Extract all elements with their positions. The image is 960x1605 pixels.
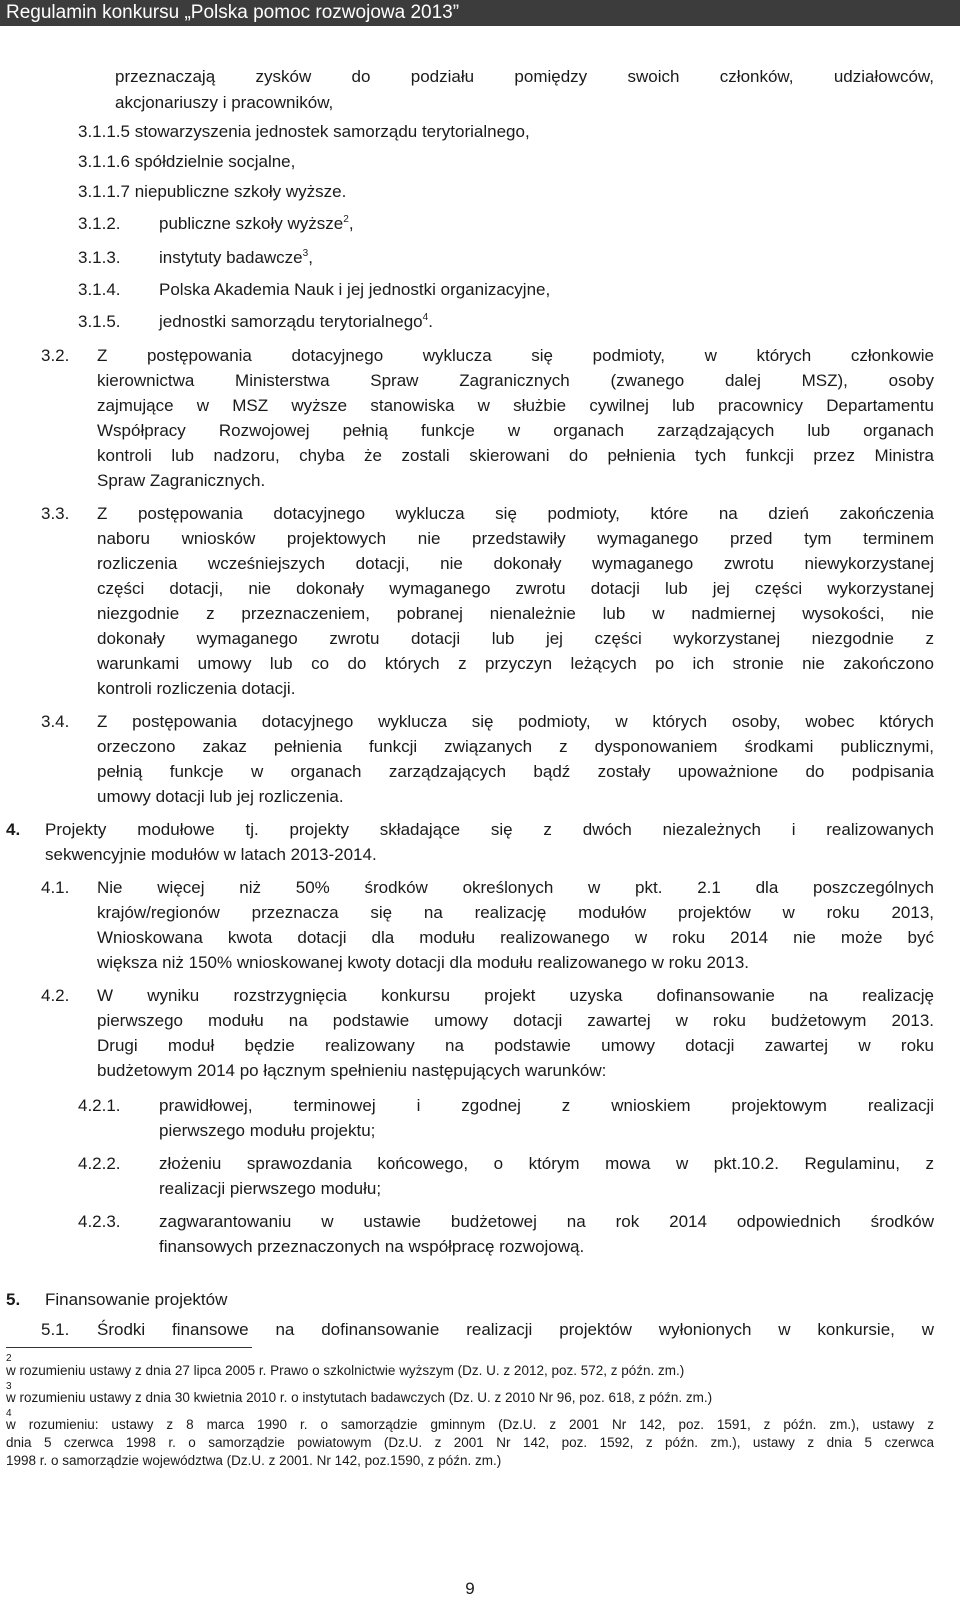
section-4-2-3-line: zagwarantowaniu w ustawie budżetowej na rok 2014 odpowiednich środków (159, 1212, 934, 1231)
section-5-title: Finansowanie projektów (45, 1290, 228, 1309)
section-3-2-line: kontroli lub nadzoru, chyba że zostali skierowani do pełnienia tych funkcji przez Ministra (97, 446, 934, 465)
section-5-number: 5. (6, 1290, 21, 1309)
item-3-1-4-number: 3.1.4. (78, 280, 121, 299)
section-4-1-line: większa niż 150% wnioskowanej kwoty dotacji dla modułu realizowanego w roku 2013. (97, 953, 750, 972)
item-3-1-2-number: 3.1.2. (78, 214, 121, 233)
footnote-4-line: dnia 5 czerwca 1998 r. o samorządzie powiatowym (Dz.U. z 2001 Nr 142, poz. 1592, z późn. zm.), ustawy z dnia 5 czerwca (6, 1435, 934, 1450)
footnote-3-mark: 3 (6, 1381, 12, 1392)
section-4-2-number: 4.2. (41, 986, 70, 1005)
section-3-3-number: 3.3. (41, 504, 70, 523)
section-3-3-line: dokonały wymaganego zwrotu dotacji lub jej części wykorzystanej niezgodnie z (97, 629, 934, 648)
footnote-4-mark: 4 (6, 1408, 12, 1419)
item-3-1-1-6: 3.1.1.6 spółdzielnie socjalne, (78, 152, 296, 171)
section-4-2-1-number: 4.2.1. (78, 1096, 121, 1115)
section-4-2-1-line: pierwszego modułu projektu; (159, 1121, 376, 1140)
page-header (0, 0, 960, 26)
footnote-3: w rozumieniu ustawy z dnia 30 kwietnia 2010 r. o instytutach badawczych (Dz. U. z 2010 Nr 96, poz. 618, z późn. zm.) (6, 1390, 713, 1405)
footnote-2-mark: 2 (6, 1353, 12, 1364)
section-4-1-number: 4.1. (41, 878, 70, 897)
footnote-ref-4: 4 (422, 312, 429, 323)
section-3-2-line: Spraw Zagranicznych. (97, 471, 266, 490)
header-title: Regulamin konkursu „Polska pomoc rozwojowa 2013” (6, 2, 460, 23)
item-3-1-4: Polska Akademia Nauk i jej jednostki organizacyjne, (159, 280, 551, 299)
item-3-1-3-number: 3.1.3. (78, 248, 121, 267)
section-4-line: sekwencyjnie modułów w latach 2013-2014. (45, 845, 377, 864)
section-3-3-line: Z postępowania dotacyjnego wyklucza się podmioty, które na dzień zakończenia (97, 504, 934, 523)
item-3-1-5: jednostki samorządu terytorialnego$^4$. (159, 312, 433, 331)
footnote-4-line: w rozumieniu: ustawy z 8 marca 1990 r. o samorządzie gminnym (Dz.U. z 2001 Nr 142, poz. 1591, z późn. zm.), ustawy z (6, 1417, 934, 1432)
section-4-2-line: budżetowym 2014 po łącznym spełnieniu następujących warunków: (97, 1061, 607, 1080)
intro-line-2: akcjonariuszy i pracowników, (115, 93, 334, 112)
section-3-3-line: niezgodnie z przeznaczeniem, pobranej nienależnie lub w nadmiernej wysokości, nie (97, 604, 934, 623)
section-3-4-line: orzeczono zakaz pełnienia funkcji związanych z dysponowaniem środkami publicznymi, (97, 737, 934, 756)
section-4-2-2-number: 4.2.2. (78, 1154, 121, 1173)
section-4-2-2-line: złożeniu sprawozdania końcowego, o którym mowa w pkt.10.2. Regulaminu, z (159, 1154, 934, 1173)
section-3-3-line: warunkami umowy lub co do których z przyczyn leżących po ich stronie nie zakończono (97, 654, 934, 673)
footnote-4-line: 1998 r. o samorządzie województwa (Dz.U. z 2001. Nr 142, poz.1590, z późn. zm.) (6, 1453, 502, 1468)
section-4-2-3-number: 4.2.3. (78, 1212, 121, 1231)
section-3-3-line: części dotacji, nie dokonały wymaganego zwrotu dotacji lub jej części wykorzystanej (97, 579, 934, 598)
item-3-1-1-5: 3.1.1.5 stowarzyszenia jednostek samorządu terytorialnego, (78, 122, 530, 141)
section-4-line: Projekty modułowe tj. projekty składające się z dwóch niezależnych i realizowanych (45, 820, 934, 839)
item-3-1-1-7: 3.1.1.7 niepubliczne szkoły wyższe. (78, 182, 347, 201)
section-3-2-line: Z postępowania dotacyjnego wyklucza się podmioty, w których członkowie (97, 346, 934, 365)
item-3-1-3: instytuty badawcze$^3$, (159, 248, 313, 267)
section-4-number: 4. (6, 820, 21, 839)
section-3-4-line: Z postępowania dotacyjnego wyklucza się podmioty, w których osoby, wobec których (97, 712, 934, 731)
section-4-2-2-line: realizacji pierwszego modułu; (159, 1179, 382, 1198)
section-3-2-number: 3.2. (41, 346, 70, 365)
footnote-2: w rozumieniu ustawy z dnia 27 lipca 2005 r. Prawo o szkolnictwie wyższym (Dz. U. z 2012, poz. 572, z późn. zm.) (6, 1363, 685, 1378)
item-3-1-2: publiczne szkoły wyższe$^2$, (159, 214, 354, 233)
section-4-2-line: W wyniku rozstrzygnięcia konkursu projekt uzyska dofinansowanie na realizację (97, 986, 934, 1005)
section-3-4-line: pełnią funkcje w organach zarządzających bądź zostały upoważnione do podpisania (97, 762, 934, 781)
section-4-1-line: krajów/regionów przeznacza się na realizację modułów projektów w roku 2013, (97, 903, 934, 922)
section-3-2-line: Współpracy Rozwojowej pełnią funkcje w organach zarządzających lub organach (97, 421, 934, 440)
footnote-ref-3: 3 (302, 248, 309, 259)
section-4-2-3-line: finansowych przeznaczonych na współpracę rozwojową. (159, 1237, 585, 1256)
section-4-2-line: pierwszego modułu na podstawie umowy dotacji zawartej w roku budżetowym 2013. (97, 1011, 934, 1030)
section-4-1-line: Nie więcej niż 50% środków określonych w pkt. 2.1 dla poszczególnych (97, 878, 934, 897)
section-3-3-line: kontroli rozliczenia dotacji. (97, 679, 296, 698)
footnote-separator (6, 1347, 252, 1348)
section-3-4-line: umowy dotacji lub jej rozliczenia. (97, 787, 344, 806)
item-3-1-5-number: 3.1.5. (78, 312, 121, 331)
section-3-2-line: kierownictwa Ministerstwa Spraw Zagranicznych (zwanego dalej MSZ), osoby (97, 371, 934, 390)
section-4-2-line: Drugi moduł będzie realizowany na podstawie umowy dotacji zawartej w roku (97, 1036, 934, 1055)
page-number: 9 (465, 1579, 475, 1598)
section-5-1-line: Środki finansowe na dofinansowanie realizacji projektów wyłonionych w konkursie, w (97, 1320, 934, 1339)
section-3-3-line: rozliczenia wcześniejszych dotacji, nie dokonały wymaganego zwrotu niewykorzystanej (97, 554, 934, 573)
section-3-2-line: zajmujące w MSZ wyższe stanowiska w służbie cywilnej lub pracownicy Departamentu (97, 396, 934, 415)
intro-line-1: przeznaczają zysków do podziału pomiędzy swoich członków, udziałowców, (115, 67, 934, 86)
footnote-ref-2: 2 (343, 214, 349, 225)
section-4-2-1-line: prawidłowej, terminowej i zgodnej z wnioskiem projektowym realizacji (159, 1096, 934, 1115)
section-4-1-line: Wnioskowana kwota dotacji dla modułu realizowanego w roku 2014 nie może być (97, 928, 934, 947)
section-3-4-number: 3.4. (41, 712, 70, 731)
section-5-1-number: 5.1. (41, 1320, 70, 1339)
section-3-3-line: naboru wniosków projektowych nie przedstawiły wymaganego przed tym terminem (97, 529, 934, 548)
